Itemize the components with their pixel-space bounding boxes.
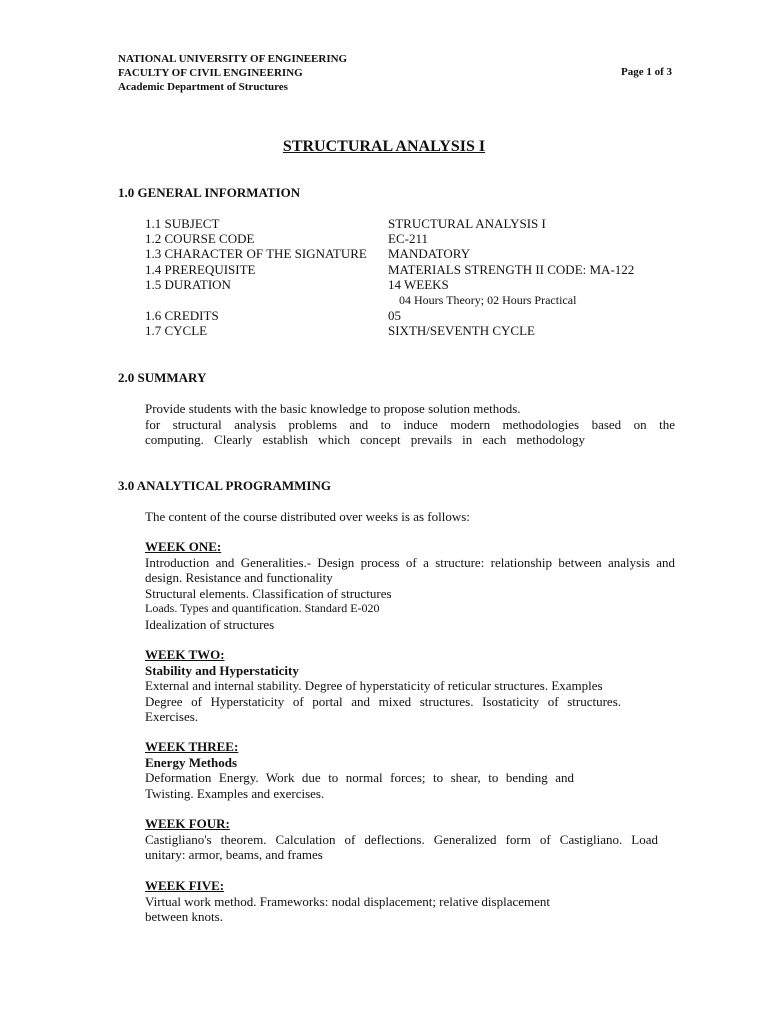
week-title: WEEK FOUR: [145, 816, 230, 831]
summary-text [145, 401, 675, 448]
week-subtitle: Energy Methods [145, 754, 238, 770]
info-label: 1.3 CHARACTER OF THE SIGNATURE [145, 246, 367, 261]
week-line: Castigliano's theorem. Calculation of deflections. Generalized form of Castigliano. Load [145, 831, 658, 847]
info-row [145, 246, 705, 261]
info-value: EC-211 [388, 231, 428, 246]
department-name: Academic Department of Structures [118, 81, 288, 93]
info-label: 1.7 CYCLE [145, 323, 208, 338]
week-line: Structural elements. Classification of structures [145, 585, 392, 601]
week-line: Introduction and Generalities.- Design process of a structure: relationship between analysis and [145, 554, 675, 570]
info-row [145, 231, 705, 246]
info-label: 1.2 COURSE CODE [145, 231, 255, 246]
week-line: Degree of Hyperstaticity of portal and mixed structures. Isostaticity of structures. [145, 693, 621, 709]
info-value: STRUCTURAL ANALYSIS I [388, 216, 546, 231]
week-one [145, 539, 675, 632]
summary-line: Provide students with the basic knowledge to propose solution methods. [145, 401, 521, 416]
info-value: MANDATORY [388, 246, 471, 261]
info-value: MATERIALS STRENGTH II CODE: MA-122 [388, 262, 635, 277]
week-title: WEEK THREE: [145, 739, 239, 754]
week-three [145, 739, 675, 801]
week-line: Idealization of structures [145, 616, 275, 632]
document-title-wrap [0, 138, 768, 156]
info-row [145, 262, 705, 277]
week-title: WEEK TWO: [145, 647, 225, 662]
week-line: Twisting. Examples and exercises. [145, 785, 325, 801]
week-four [145, 816, 675, 863]
info-row [145, 277, 705, 292]
duration-detail: 04 Hours Theory; 02 Hours Practical [399, 293, 577, 307]
week-line: unitary: armor, beams, and frames [145, 847, 323, 862]
section-general-heading: 1.0 GENERAL INFORMATION [118, 185, 301, 200]
week-title: WEEK FIVE: [145, 878, 225, 893]
summary-line: for structural analysis problems and to induce modern methodologies based on the [145, 416, 675, 432]
info-row [145, 323, 705, 338]
programming-intro: The content of the course distributed over weeks is as follows: [145, 509, 470, 524]
summary-line: computing. Clearly establish which concept prevails in each methodology [145, 432, 585, 447]
info-value: SIXTH/SEVENTH CYCLE [388, 323, 535, 338]
university-name: NATIONAL UNIVERSITY OF ENGINEERING [118, 53, 348, 65]
info-row [145, 308, 705, 323]
section-summary-heading: 2.0 SUMMARY [118, 370, 207, 385]
week-subtitle: Stability and Hyperstaticity [145, 662, 299, 678]
week-title: WEEK ONE: [145, 539, 222, 554]
week-line: Deformation Energy. Work due to normal forces; to shear, to bending and [145, 770, 574, 785]
page-number: Page 1 of 3 [620, 66, 672, 78]
week-five [145, 878, 675, 925]
info-label: 1.6 CREDITS [145, 308, 219, 323]
week-line: design. Resistance and functionality [145, 570, 333, 585]
info-row [145, 216, 705, 231]
info-label: 1.1 SUBJECT [145, 216, 220, 231]
week-line: between knots. [145, 909, 223, 924]
week-line: Loads. Types and quantification. Standard E-020 [145, 601, 380, 615]
document-title: STRUCTURAL ANALYSIS I [282, 138, 486, 155]
week-line: Virtual work method. Frameworks: nodal displacement; relative displacement [145, 893, 550, 909]
faculty-name: FACULTY OF CIVIL ENGINEERING [118, 67, 303, 79]
section-programming-heading: 3.0 ANALYTICAL PROGRAMMING [118, 478, 331, 493]
info-value: 05 [388, 308, 401, 323]
week-two [145, 647, 675, 725]
week-line: External and internal stability. Degree of hyperstaticity of reticular structures. Examples [145, 678, 603, 693]
info-label: 1.5 DURATION [145, 277, 231, 292]
info-label: 1.4 PREREQUISITE [145, 262, 256, 277]
week-line: Exercises. [145, 709, 199, 724]
info-value: 14 WEEKS [388, 277, 449, 292]
